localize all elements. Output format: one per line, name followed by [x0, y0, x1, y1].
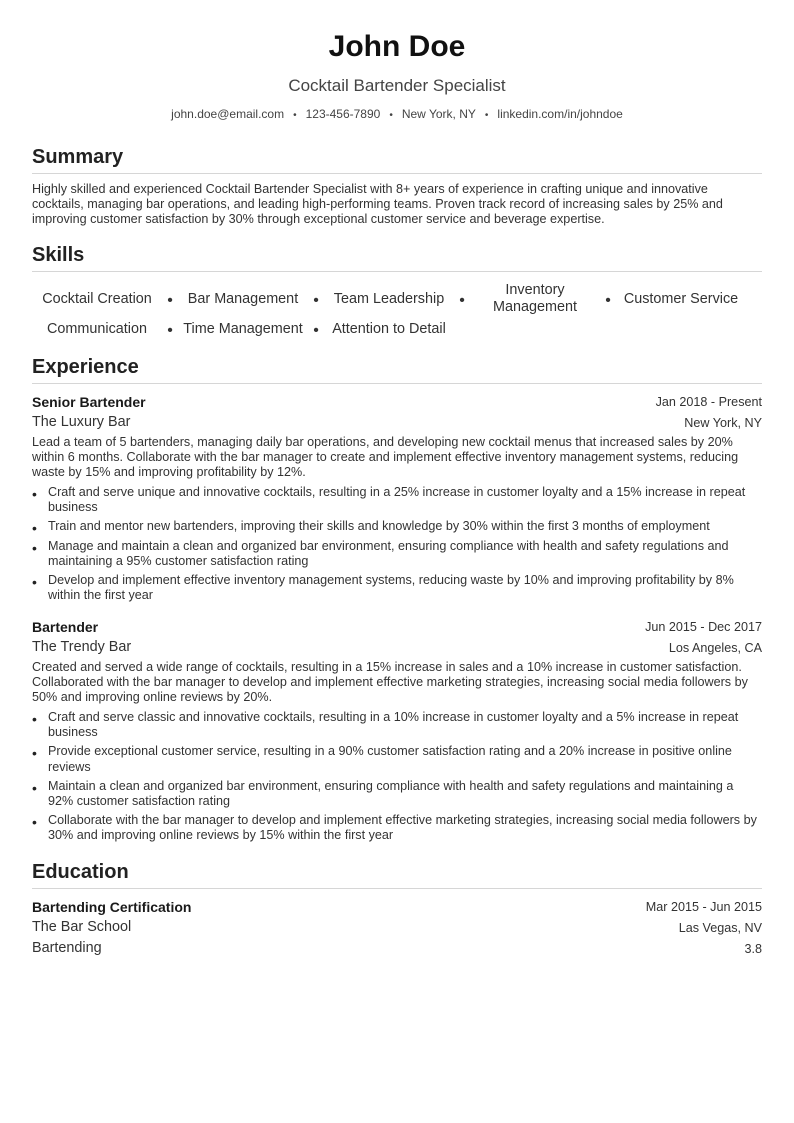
skill-separator: • [313, 322, 319, 339]
skill-separator: • [167, 292, 173, 309]
job-dates: Jan 2018 - Present [655, 395, 762, 409]
bullet-icon: • [32, 779, 37, 796]
job-description: Created and served a wide range of cocktails, resulting in a 15% increase in sales and a 10% increase in customer satisfaction. Collaborated with the bar manager to develop and implement effective marketing strategies, increasing social media followers by 50% and improving online reviews by 20%. [32, 660, 748, 705]
job-description: Lead a team of 5 bartenders, managing daily bar operations, and developing new cocktail menus that increased sales by 20% within 6 months. Collaborate with the bar manager to create and implement effective inventory management systems, reducing waste by 15% and improving profitability by 12%. [32, 435, 739, 480]
education-location: Las Vegas, NV [678, 921, 762, 935]
contact-email[interactable]: john.doe@email.com [171, 107, 285, 121]
list-item: • Train and mentor new bartenders, improving their skills and knowledge by 30% within the first 3 months of employment [32, 519, 710, 537]
list-item: • Maintain a clean and organized bar environment, ensuring compliance with health and safety regulations and maintaining a 92% customer satisfaction rating [32, 778, 734, 809]
skill-separator: • [313, 292, 319, 309]
job-company: The Luxury Bar [32, 414, 131, 430]
list-item: • Craft and serve unique and innovative cocktails, resulting in a 25% increase in customer loyalty and a 15% increase in repeat business [32, 485, 746, 515]
skills-row-2 [32, 319, 762, 339]
skill-item: Team Leadership [333, 290, 445, 307]
job-location: Los Angeles, CA [668, 641, 762, 655]
contact-line [32, 107, 762, 121]
education-heading: Education [32, 861, 762, 889]
contact-phone[interactable]: 123-456-7890 [305, 107, 381, 121]
education-school: The Bar School [32, 919, 132, 935]
skill-item: Inventory Management [493, 282, 577, 315]
job-dates: Jun 2015 - Dec 2017 [645, 620, 762, 634]
skill-item: Bar Management [187, 290, 299, 307]
job-company: The Trendy Bar [32, 639, 132, 655]
job-bullet-list [32, 710, 762, 848]
bullet-icon: • [32, 520, 37, 537]
education-gpa: 3.8 [744, 942, 762, 956]
separator-dot: • [389, 110, 393, 121]
job-title: Senior Bartender [32, 394, 146, 410]
list-item: • Craft and serve classic and innovative cocktails, resulting in a 10% increase in customer loyalty and a 5% increase in repeat business [32, 710, 739, 740]
summary-text: Highly skilled and experienced Cocktail Bartender Specialist with 8+ years of experience in crafting unique and innovative cocktails, managing bar operations, and leading high-performing teams. Proven track record of increasing sales by 25% and improving customer satisfaction by 30% through exceptional customer service and beverage expertise. [32, 182, 723, 227]
bullet-icon: • [32, 574, 37, 591]
experience-heading: Experience [32, 356, 762, 384]
skill-item: Attention to Detail [332, 320, 446, 337]
job-bullet-list [32, 485, 762, 607]
skills-heading: Skills [32, 244, 762, 272]
skill-item: Time Management [183, 320, 303, 337]
bullet-icon: • [32, 539, 37, 556]
candidate-name: John Doe [328, 30, 466, 63]
summary-heading: Summary [32, 146, 762, 174]
skill-item: Customer Service [623, 290, 739, 307]
list-item: • Provide exceptional customer service, resulting in a 90% customer satisfaction rating and a 20% increase in positive online reviews [32, 744, 732, 774]
list-item: • Collaborate with the bar manager to develop and implement effective marketing strategies, increasing social media followers by 30% and improving online reviews by 15% within the first year [32, 813, 757, 843]
bullet-icon: • [32, 486, 37, 502]
skill-item: Communication [47, 320, 147, 337]
bullet-icon: • [32, 711, 37, 727]
list-item: • Manage and maintain a clean and organized bar environment, ensuring compliance with health and safety regulations and maintaining a 95% customer satisfaction rating [32, 538, 729, 568]
skill-item: Cocktail Creation [42, 290, 152, 307]
education-field: Bartending [32, 940, 102, 956]
separator-dot: • [484, 110, 489, 121]
job-title: Bartender [32, 619, 99, 635]
skill-separator: • [605, 292, 611, 309]
contact-linkedin[interactable]: linkedin.com/in/johndoe [497, 107, 623, 121]
skill-separator: • [167, 322, 173, 339]
separator-dot: • [293, 110, 297, 121]
job-location: New York, NY [684, 416, 762, 430]
bullet-icon: • [32, 814, 37, 831]
education-title: Bartending Certification [32, 899, 192, 915]
bullet-icon: • [32, 745, 37, 762]
skills-row-1 [32, 281, 762, 317]
contact-location: New York, NY [401, 107, 476, 121]
list-item: • Develop and implement effective inventory management systems, reducing waste by 10% and improving profitability by 8% within the first year [32, 573, 734, 603]
candidate-headline: Cocktail Bartender Specialist [288, 76, 506, 95]
education-dates: Mar 2015 - Jun 2015 [645, 900, 762, 914]
skill-separator: • [459, 292, 465, 309]
